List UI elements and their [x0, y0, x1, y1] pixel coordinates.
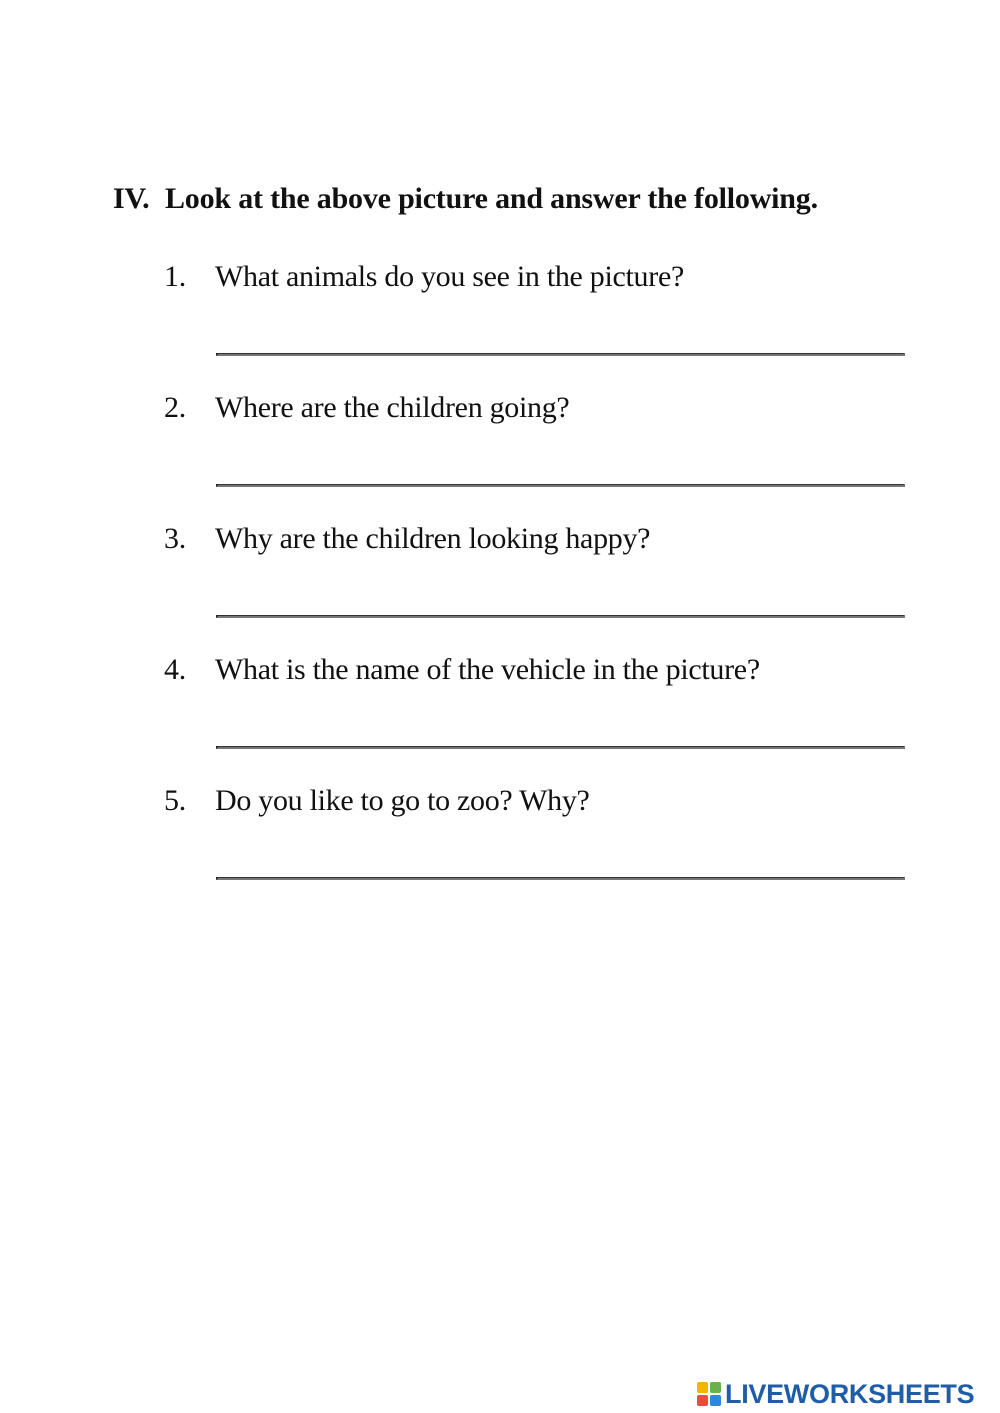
section-numeral: IV. — [113, 182, 150, 215]
answer-field-5[interactable] — [216, 877, 905, 880]
question-text: What animals do you see in the picture? — [215, 260, 684, 293]
question-number: 1. — [164, 260, 186, 293]
logo-square — [697, 1382, 708, 1393]
answer-field-4[interactable] — [216, 746, 905, 749]
question-1 — [164, 260, 684, 294]
section-instruction: Look at the above picture and answer the following. — [165, 182, 818, 215]
question-3 — [164, 522, 650, 556]
answer-field-2[interactable] — [216, 484, 905, 487]
question-text: Where are the children going? — [215, 391, 570, 424]
question-text: Why are the children looking happy? — [215, 522, 651, 555]
answer-field-1[interactable] — [216, 353, 905, 356]
question-5 — [164, 784, 590, 818]
logo-square — [710, 1395, 721, 1406]
question-number: 5. — [164, 784, 186, 817]
liveworksheets-watermark — [697, 1379, 974, 1409]
logo-square — [710, 1382, 721, 1393]
watermark-text: LIVEWORKSHEETS — [725, 1378, 975, 1409]
question-number: 4. — [164, 653, 186, 686]
answer-field-3[interactable] — [216, 615, 905, 618]
question-number: 2. — [164, 391, 186, 424]
question-text: Do you like to go to zoo? Why? — [215, 784, 590, 817]
question-4 — [164, 653, 760, 687]
section-heading — [113, 182, 818, 216]
liveworksheets-logo-icon — [697, 1382, 721, 1406]
question-number: 3. — [164, 522, 186, 555]
question-2 — [164, 391, 569, 425]
question-text: What is the name of the vehicle in the picture? — [215, 653, 760, 686]
logo-square — [697, 1395, 708, 1406]
